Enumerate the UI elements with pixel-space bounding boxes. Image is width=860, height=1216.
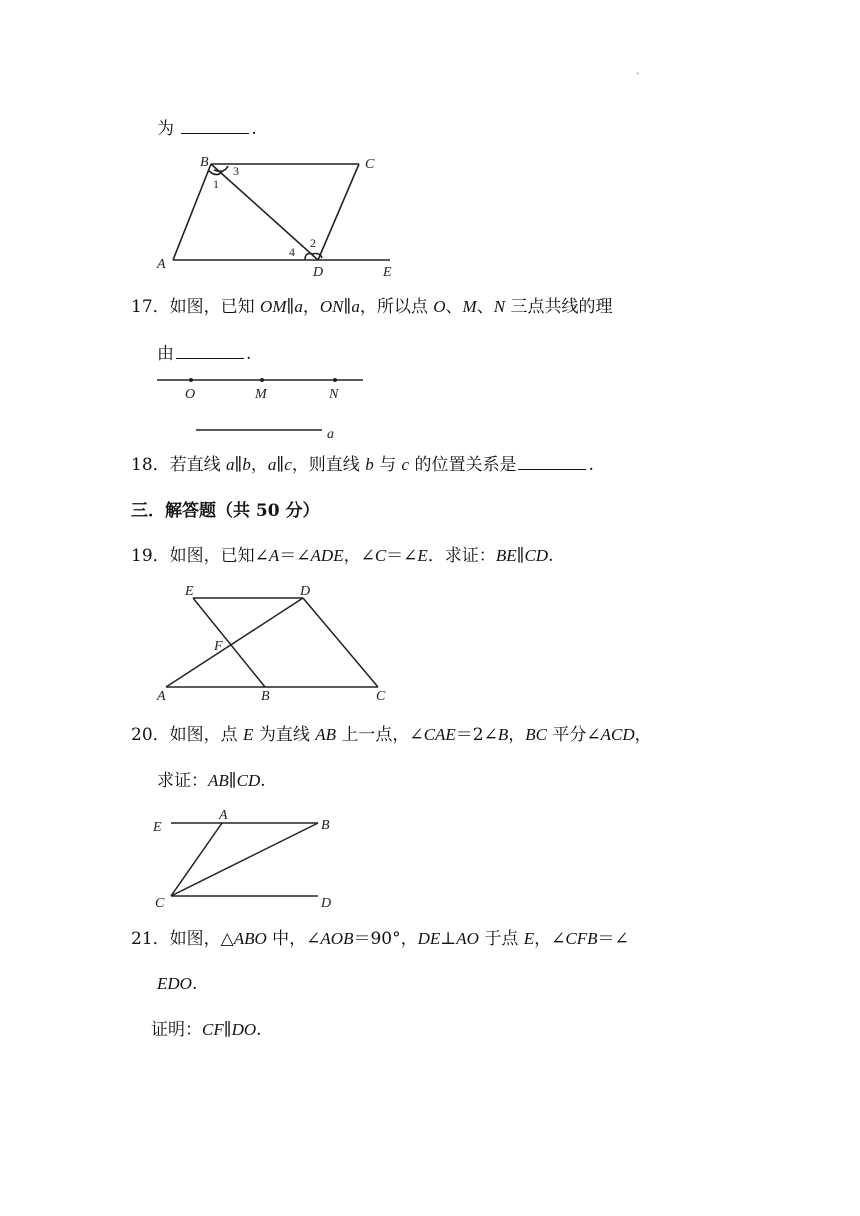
q20-label-A: A bbox=[219, 808, 228, 823]
q20-label-C: C bbox=[155, 896, 165, 911]
q20-text: 求证： bbox=[157, 771, 208, 791]
q21-text: 于点 bbox=[478, 929, 524, 949]
q17-text: ， bbox=[302, 297, 320, 317]
q19-number: 19． bbox=[131, 546, 170, 566]
q20-AB: AB bbox=[315, 725, 337, 744]
q21-CFB: CFB bbox=[565, 929, 598, 948]
q18-b: b bbox=[242, 455, 251, 474]
q20-ACD: ACD bbox=[600, 725, 635, 744]
section-score: 50 bbox=[255, 501, 280, 521]
q20-E: E bbox=[243, 725, 254, 744]
q18-c: c bbox=[401, 455, 410, 474]
q18-text: 与 bbox=[373, 455, 402, 475]
q20-CD: CD bbox=[236, 771, 261, 790]
q20-label-E: E bbox=[153, 820, 162, 835]
q21-ABO: ABO bbox=[233, 929, 267, 948]
q19-CD: CD bbox=[524, 546, 549, 565]
q19-text: ．求证： bbox=[427, 546, 496, 566]
q17-OM: OM bbox=[260, 297, 287, 316]
q21-period: . bbox=[191, 974, 198, 994]
q20-text: 平分∠ bbox=[546, 725, 601, 745]
q16-angle-3: 3 bbox=[233, 164, 239, 178]
q16-angle-4: 4 bbox=[289, 245, 295, 259]
q20-CAE: CAE bbox=[423, 725, 456, 744]
perpendicular-symbol: ⊥ bbox=[440, 929, 457, 949]
q20-AB: AB bbox=[208, 771, 229, 790]
q18-text: ，则直线 bbox=[291, 455, 366, 475]
q20-text: ＝2∠ bbox=[455, 725, 498, 745]
q19-E: E bbox=[417, 546, 428, 565]
q19-text: 如图，已知∠ bbox=[169, 546, 269, 566]
q20-text: ， bbox=[508, 725, 526, 745]
q21-proof-line bbox=[151, 1019, 262, 1041]
q16-label-E: E bbox=[383, 265, 392, 280]
q17-label-O: O bbox=[185, 387, 196, 402]
q19-C: C bbox=[374, 546, 387, 565]
q21-AO: AO bbox=[456, 929, 479, 948]
section-title-text: 分） bbox=[279, 501, 320, 521]
q19-label-A: A bbox=[157, 689, 166, 704]
q18-period: . bbox=[588, 455, 594, 475]
q21-number: 21． bbox=[131, 929, 170, 949]
q20-B: B bbox=[497, 725, 509, 744]
q19-label-B: B bbox=[261, 689, 270, 704]
parallel-symbol: ∥ bbox=[223, 1020, 232, 1040]
corner-mark: . bbox=[636, 66, 640, 77]
q17-N: N bbox=[493, 297, 506, 316]
q16-angle-1: 1 bbox=[213, 177, 219, 191]
q17-text: ，所以点 bbox=[359, 297, 434, 317]
q19-label-D: D bbox=[300, 584, 311, 599]
q19-BE: BE bbox=[495, 546, 517, 565]
q17-O: O bbox=[433, 297, 446, 316]
q20-text: 为直线 bbox=[253, 725, 316, 745]
q17-text: 如图，已知 bbox=[169, 297, 261, 317]
q17-a: a bbox=[294, 297, 303, 316]
q19-label-E: E bbox=[185, 584, 194, 599]
q20-label-D: D bbox=[321, 896, 332, 911]
q21-AOB: AOB bbox=[320, 929, 354, 948]
q21-text: ＝90°， bbox=[353, 929, 418, 949]
q21-text: 如图，△ bbox=[169, 929, 234, 949]
q21-proof-label: 证明： bbox=[151, 1020, 202, 1040]
q18-number: 18． bbox=[131, 455, 170, 475]
q19-text: ，∠ bbox=[343, 546, 375, 566]
q20-text: 上一点，∠ bbox=[336, 725, 424, 745]
q18-text: ， bbox=[250, 455, 268, 475]
q21-CF: CF bbox=[202, 1020, 224, 1039]
q21-text: ，∠ bbox=[534, 929, 566, 949]
parallel-symbol: ∥ bbox=[343, 297, 352, 317]
q19-label-C: C bbox=[376, 689, 386, 704]
q19-text: ＝∠ bbox=[279, 546, 311, 566]
q17-label-a: a bbox=[327, 427, 334, 442]
q20-period: . bbox=[260, 771, 266, 791]
parallel-symbol: ∥ bbox=[516, 546, 525, 566]
q17-sep: 、 bbox=[476, 297, 494, 317]
q21-line2 bbox=[157, 973, 197, 995]
section-title-text: 三．解答题（共 bbox=[131, 501, 256, 521]
q21-text: ＝∠ bbox=[597, 929, 629, 949]
q21-DE: DE bbox=[417, 929, 441, 948]
q18-a: a bbox=[226, 455, 235, 474]
q19-A: A bbox=[268, 546, 280, 565]
q17-ON: ON bbox=[319, 297, 344, 316]
q17-a: a bbox=[351, 297, 360, 316]
q20-label-B: B bbox=[321, 818, 330, 833]
q18-b: b bbox=[365, 455, 374, 474]
parallel-symbol: ∥ bbox=[234, 455, 243, 475]
q21-E: E bbox=[523, 929, 535, 948]
q16-label-D: D bbox=[313, 265, 324, 280]
q19-period: . bbox=[548, 546, 554, 566]
q17-label-M: M bbox=[255, 387, 267, 402]
q21-line1 bbox=[131, 928, 629, 950]
q17-period: . bbox=[246, 344, 252, 364]
q16-period: . bbox=[251, 119, 257, 139]
q17-text: 三点共线的理 bbox=[505, 297, 613, 317]
q18-c: c bbox=[284, 455, 292, 474]
q19-text: ＝∠ bbox=[386, 546, 418, 566]
q17-M: M bbox=[462, 297, 477, 316]
q21-DO: DO bbox=[231, 1020, 257, 1039]
q18-a: a bbox=[267, 455, 277, 474]
q16-label-C: C bbox=[365, 157, 375, 172]
q17-sep: 、 bbox=[445, 297, 463, 317]
q19-label-F: F bbox=[214, 639, 223, 654]
q21-text: 中，∠ bbox=[266, 929, 321, 949]
q20-number: 20． bbox=[131, 725, 170, 745]
q21-period: . bbox=[256, 1020, 262, 1040]
parallel-symbol: ∥ bbox=[286, 297, 295, 317]
parallel-symbol: ∥ bbox=[228, 771, 237, 791]
q16-label-A: A bbox=[157, 257, 166, 272]
q19-ADE: ADE bbox=[310, 546, 344, 565]
q20-text: ， bbox=[634, 725, 652, 745]
q18-text: 的位置关系是 bbox=[409, 455, 517, 475]
q20-text: 如图，点 bbox=[169, 725, 244, 745]
q18-text: 若直线 bbox=[169, 455, 227, 475]
q16-angle-2: 2 bbox=[310, 236, 316, 250]
q16-label-B: B bbox=[200, 155, 209, 170]
q20-BC: BC bbox=[525, 725, 547, 744]
q17-number: 17． bbox=[131, 297, 170, 317]
q21-EDO: EDO bbox=[157, 974, 192, 993]
q17-label-N: N bbox=[329, 387, 339, 402]
q17-prefix: 由 bbox=[157, 344, 174, 364]
q16-prefix: 为 bbox=[157, 119, 174, 139]
parallel-symbol: ∥ bbox=[276, 455, 285, 475]
